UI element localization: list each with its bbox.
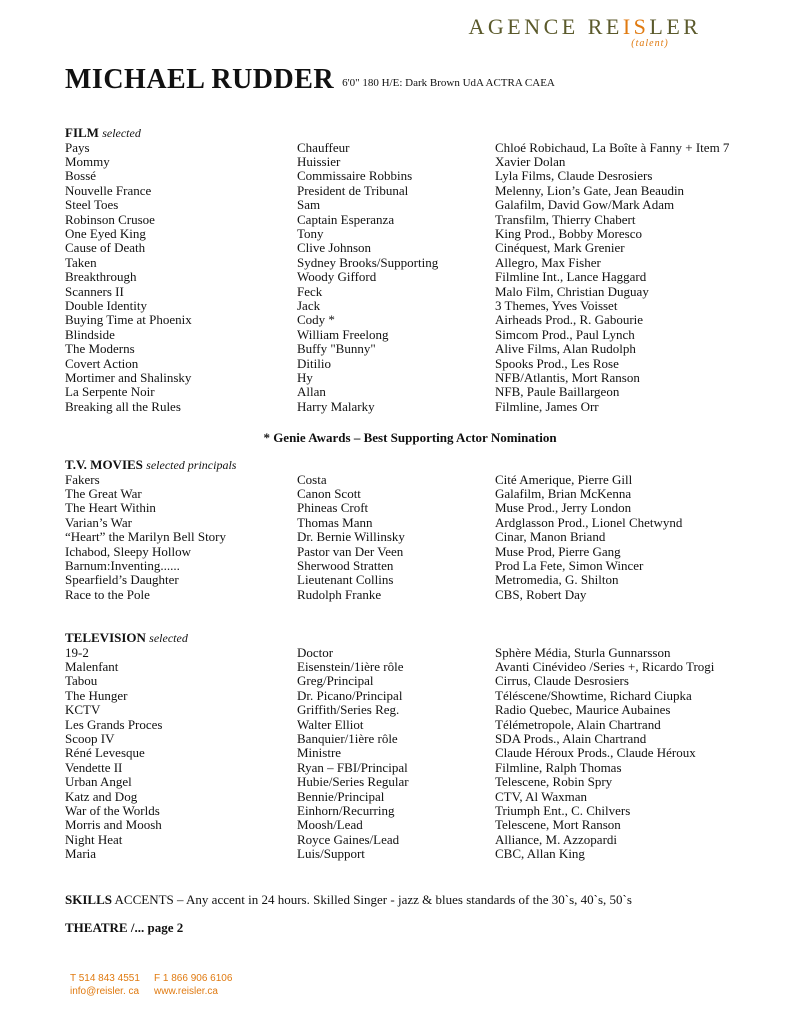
credit-role: Banquier/1ière rôle bbox=[297, 730, 398, 746]
credit-role: Huissier bbox=[297, 153, 341, 169]
tv-movies-section bbox=[65, 458, 765, 602]
credit-production: NFB/Atlantis, Mort Ranson bbox=[495, 370, 640, 385]
credit-title: The Heart Within bbox=[65, 500, 156, 516]
credit-role: Sydney Brooks/Supporting bbox=[297, 254, 439, 270]
credit-row bbox=[65, 646, 765, 660]
credit-title: Spearfield’s Daughter bbox=[65, 572, 179, 588]
credit-production: Metromedia, G. Shilton bbox=[495, 572, 619, 588]
tv-movies-heading: T.V. MOVIES selected principals bbox=[65, 457, 237, 472]
credit-row bbox=[65, 660, 765, 674]
credit-row bbox=[65, 703, 765, 717]
credit-production: NFB, Paule Baillargeon bbox=[495, 384, 620, 400]
credit-row bbox=[65, 818, 765, 832]
credit-production: Simcom Prod., Paul Lynch bbox=[495, 326, 635, 342]
credit-title: Breaking all the Rules bbox=[65, 398, 181, 414]
credit-production: Chloé Robichaud, La Boîte à Fanny + Item 7 bbox=[495, 139, 730, 155]
credit-title: La Serpente Noir bbox=[65, 384, 155, 400]
credit-production: Spooks Prod., Les Rose bbox=[495, 355, 619, 371]
credit-title: Race to the Pole bbox=[65, 586, 150, 602]
credit-title: One Eyed King bbox=[65, 225, 146, 241]
credit-role: Commissaire Robbins bbox=[297, 168, 413, 184]
skills-label: SKILLS bbox=[65, 892, 112, 907]
credit-title: Taken bbox=[65, 254, 97, 270]
genie-nomination-note: * Genie Awards – Best Supporting Actor Nomination bbox=[263, 430, 557, 445]
credit-role: Eisenstein/1ière rôle bbox=[297, 658, 404, 674]
credit-role: Costa bbox=[297, 471, 327, 487]
credit-title: Scoop IV bbox=[65, 730, 115, 746]
credit-production: Alliance, M. Azzopardi bbox=[495, 831, 618, 847]
credit-row bbox=[65, 155, 765, 169]
credit-role: Jack bbox=[297, 297, 321, 313]
credit-title: Night Heat bbox=[65, 831, 123, 847]
credit-production: Airheads Prod., R. Gabourie bbox=[495, 312, 644, 328]
credit-production: Transfilm, Thierry Chabert bbox=[495, 211, 636, 227]
credit-production: Triumph Ent., C. Chilvers bbox=[495, 802, 631, 818]
header bbox=[65, 64, 555, 96]
credit-role: Ryan – FBI/Principal bbox=[297, 759, 408, 775]
credit-role: Lieutenant Collins bbox=[297, 572, 394, 588]
credit-role: Cody * bbox=[297, 312, 335, 328]
credit-role: Canon Scott bbox=[297, 485, 361, 501]
credit-role: Doctor bbox=[297, 644, 334, 660]
credit-row bbox=[65, 198, 765, 212]
credit-production: Filmline, James Orr bbox=[495, 398, 599, 414]
agency-logo bbox=[440, 14, 730, 49]
credit-production: Télémetropole, Alain Chartrand bbox=[495, 716, 661, 732]
credit-production: Muse Prod, Pierre Gang bbox=[495, 543, 621, 559]
credit-role: Einhorn/Recurring bbox=[297, 802, 395, 818]
credit-row bbox=[65, 516, 765, 530]
credit-row bbox=[65, 689, 765, 703]
credit-role: Royce Gaines/Lead bbox=[297, 831, 400, 847]
credit-role: Sam bbox=[297, 197, 321, 213]
credit-title: Buying Time at Phoenix bbox=[65, 312, 192, 328]
credit-production: Téléscene/Showtime, Richard Ciupka bbox=[495, 687, 692, 703]
credit-title: Fakers bbox=[65, 471, 100, 487]
credit-role: Phineas Croft bbox=[297, 500, 369, 516]
credit-role: Walter Elliot bbox=[297, 716, 364, 732]
credit-title: Katz and Dog bbox=[65, 788, 138, 804]
credit-row bbox=[65, 400, 765, 414]
credit-row bbox=[65, 559, 765, 573]
credit-row bbox=[65, 473, 765, 487]
credit-role: Pastor van Der Veen bbox=[297, 543, 404, 559]
credit-role: Dr. Picano/Principal bbox=[297, 687, 403, 703]
television-section bbox=[65, 631, 765, 862]
credit-production: CBS, Robert Day bbox=[495, 586, 587, 602]
credit-role: Clive Johnson bbox=[297, 240, 372, 256]
credit-title: Pays bbox=[65, 139, 90, 155]
credit-production: Avanti Cinévideo /Series +, Ricardo Trogi bbox=[495, 658, 715, 674]
credit-production: Galafilm, David Gow/Mark Adam bbox=[495, 197, 675, 213]
credit-production: SDA Prods., Alain Chartrand bbox=[495, 730, 647, 746]
website-link[interactable]: www.reisler.ca bbox=[154, 986, 218, 997]
credit-title: The Hunger bbox=[65, 687, 128, 703]
credit-row bbox=[65, 804, 765, 818]
credit-title: Maria bbox=[65, 846, 97, 862]
credit-role: Ministre bbox=[297, 745, 342, 761]
credit-row bbox=[65, 184, 765, 198]
credit-role: Griffith/Series Reg. bbox=[297, 702, 400, 718]
credit-production: Cité Amerique, Pierre Gill bbox=[495, 471, 633, 487]
credit-row bbox=[65, 371, 765, 385]
credit-role: Dr. Bernie Willinsky bbox=[297, 529, 405, 545]
credit-title: Les Grands Proces bbox=[65, 716, 163, 732]
credit-role: Captain Esperanza bbox=[297, 211, 395, 227]
credit-title: “Heart” the Marilyn Bell Story bbox=[65, 529, 227, 545]
film-heading: FILM selected bbox=[65, 125, 141, 140]
credit-role: Bennie/Principal bbox=[297, 788, 385, 804]
credit-production: Filmline, Ralph Thomas bbox=[495, 759, 622, 775]
credit-row bbox=[65, 588, 765, 602]
actor-name: MICHAEL RUDDER bbox=[65, 64, 335, 95]
credit-title: Ichabod, Sleepy Hollow bbox=[65, 543, 192, 559]
credit-production: Cinéquest, Mark Grenier bbox=[495, 240, 625, 256]
credit-production: Alive Films, Alan Rudolph bbox=[495, 341, 636, 357]
email-address: info@reisler. ca bbox=[70, 986, 140, 997]
credit-title: War of the Worlds bbox=[65, 802, 160, 818]
credit-title: Blindside bbox=[65, 326, 115, 342]
credit-production: Galafilm, Brian McKenna bbox=[495, 485, 632, 501]
credit-title: Varian’s War bbox=[65, 514, 132, 530]
credit-production: Melenny, Lion’s Gate, Jean Beaudin bbox=[495, 182, 685, 198]
credit-title: Scanners II bbox=[65, 283, 124, 299]
credit-row bbox=[65, 313, 765, 327]
credit-production: CTV, Al Waxman bbox=[495, 788, 588, 804]
fax-number: F 1 866 906 6106 bbox=[154, 973, 233, 984]
credit-role: Thomas Mann bbox=[297, 514, 373, 530]
credit-title: Steel Toes bbox=[65, 197, 119, 213]
credit-title: Vendette II bbox=[65, 759, 123, 775]
credit-title: Urban Angel bbox=[65, 774, 132, 790]
credit-production: Sphère Média, Sturla Gunnarsson bbox=[495, 644, 671, 660]
credit-row bbox=[65, 674, 765, 688]
credit-row bbox=[65, 357, 765, 371]
credit-row bbox=[65, 833, 765, 847]
credit-production: Ardglasson Prod., Lionel Chetwynd bbox=[495, 514, 683, 530]
credit-production: Telescene, Robin Spry bbox=[495, 774, 613, 790]
credit-row bbox=[65, 270, 765, 284]
credit-row bbox=[65, 761, 765, 775]
credit-production: Allegro, Max Fisher bbox=[495, 254, 601, 270]
credit-production: CBC, Allan King bbox=[495, 846, 585, 862]
credit-production: Claude Héroux Prods., Claude Héroux bbox=[495, 745, 696, 761]
credit-row bbox=[65, 227, 765, 241]
credit-role: Woody Gifford bbox=[297, 269, 377, 285]
credit-row bbox=[65, 385, 765, 399]
credit-role: Sherwood Stratten bbox=[297, 557, 394, 573]
credit-production: 3 Themes, Yves Voisset bbox=[495, 297, 618, 313]
credit-role: Rudolph Franke bbox=[297, 586, 382, 602]
credit-title: Malenfant bbox=[65, 658, 119, 674]
credit-production: Lyla Films, Claude Desrosiers bbox=[495, 168, 653, 184]
agency-contact bbox=[70, 972, 254, 998]
credit-row bbox=[65, 501, 765, 515]
credit-production: Filmline Int., Lance Haggard bbox=[495, 269, 647, 285]
credit-title: Cause of Death bbox=[65, 240, 146, 256]
credit-role: Greg/Principal bbox=[297, 673, 374, 689]
credit-title: KCTV bbox=[65, 702, 101, 718]
credit-production: Muse Prod., Jerry London bbox=[495, 500, 632, 516]
credit-row bbox=[65, 299, 765, 313]
credit-title: Mommy bbox=[65, 153, 110, 169]
credit-title: Tabou bbox=[65, 673, 98, 689]
credit-title: Breakthrough bbox=[65, 269, 137, 285]
credit-row bbox=[65, 342, 765, 356]
credit-row bbox=[65, 847, 765, 861]
credit-title: Nouvelle France bbox=[65, 182, 152, 198]
credit-role: Chauffeur bbox=[297, 139, 350, 155]
credit-row bbox=[65, 285, 765, 299]
actor-stats: 6'0" 180 H/E: Dark Brown UdA ACTRA CAEA bbox=[342, 77, 555, 89]
credit-role: Allan bbox=[297, 384, 326, 400]
credit-role: President de Tribunal bbox=[297, 182, 409, 198]
credit-role: Moosh/Lead bbox=[297, 817, 363, 833]
credit-role: Hubie/Series Regular bbox=[297, 774, 409, 790]
credit-title: Réné Levesque bbox=[65, 745, 145, 761]
credit-row bbox=[65, 169, 765, 183]
agency-logo-text: AGENCE REISLER bbox=[468, 14, 702, 39]
credit-production: King Prod., Bobby Moresco bbox=[495, 225, 642, 241]
credit-role: Harry Malarky bbox=[297, 398, 375, 414]
credit-production: Cinar, Manon Briand bbox=[495, 529, 606, 545]
credit-row bbox=[65, 545, 765, 559]
credit-row bbox=[65, 328, 765, 342]
credit-title: Mortimer and Shalinsky bbox=[65, 370, 192, 385]
credit-role: Tony bbox=[297, 225, 324, 241]
credit-row bbox=[65, 746, 765, 760]
theatre-continued: THEATRE /... page 2 bbox=[65, 920, 184, 935]
credit-row bbox=[65, 775, 765, 789]
credit-title: The Moderns bbox=[65, 341, 135, 357]
credit-row bbox=[65, 732, 765, 746]
credit-production: Radio Quebec, Maurice Aubaines bbox=[495, 702, 671, 718]
credit-title: Robinson Crusoe bbox=[65, 211, 155, 227]
agency-logo-tagline: (talent) bbox=[631, 38, 669, 49]
skills-text: ACCENTS – Any accent in 24 hours. Skilled Singer - jazz & blues standards of the 30`s, 40`s, 50`s bbox=[111, 892, 632, 907]
credit-title: Morris and Moosh bbox=[65, 817, 162, 833]
credit-row bbox=[65, 256, 765, 270]
credit-role: Hy bbox=[297, 370, 313, 385]
credit-row bbox=[65, 530, 765, 544]
credit-row bbox=[65, 213, 765, 227]
credit-row bbox=[65, 790, 765, 804]
credit-role: Ditilio bbox=[297, 355, 331, 371]
credit-row bbox=[65, 573, 765, 587]
credit-production: Cirrus, Claude Desrosiers bbox=[495, 673, 629, 689]
film-section bbox=[65, 126, 765, 414]
skills-line bbox=[65, 892, 632, 908]
credit-title: 19-2 bbox=[65, 644, 89, 660]
credit-title: Barnum:Inventing...... bbox=[65, 557, 180, 573]
credit-row bbox=[65, 241, 765, 255]
credit-title: The Great War bbox=[65, 485, 142, 501]
credit-title: Bossé bbox=[65, 168, 97, 184]
credit-row bbox=[65, 141, 765, 155]
credit-row bbox=[65, 487, 765, 501]
credit-role: Buffy "Bunny" bbox=[297, 341, 376, 357]
credit-role: William Freelong bbox=[297, 326, 389, 342]
credit-role: Feck bbox=[297, 283, 323, 299]
credit-title: Covert Action bbox=[65, 355, 139, 371]
television-heading: TELEVISION selected bbox=[65, 630, 188, 645]
credit-production: Xavier Dolan bbox=[495, 153, 566, 169]
credit-title: Double Identity bbox=[65, 297, 147, 313]
phone-number: T 514 843 4551 bbox=[70, 973, 140, 984]
credit-role: Luis/Support bbox=[297, 846, 365, 862]
credit-production: Prod La Fete, Simon Wincer bbox=[495, 557, 644, 573]
credit-row bbox=[65, 718, 765, 732]
credit-production: Malo Film, Christian Duguay bbox=[495, 283, 649, 299]
credit-production: Telescene, Mort Ranson bbox=[495, 817, 621, 833]
